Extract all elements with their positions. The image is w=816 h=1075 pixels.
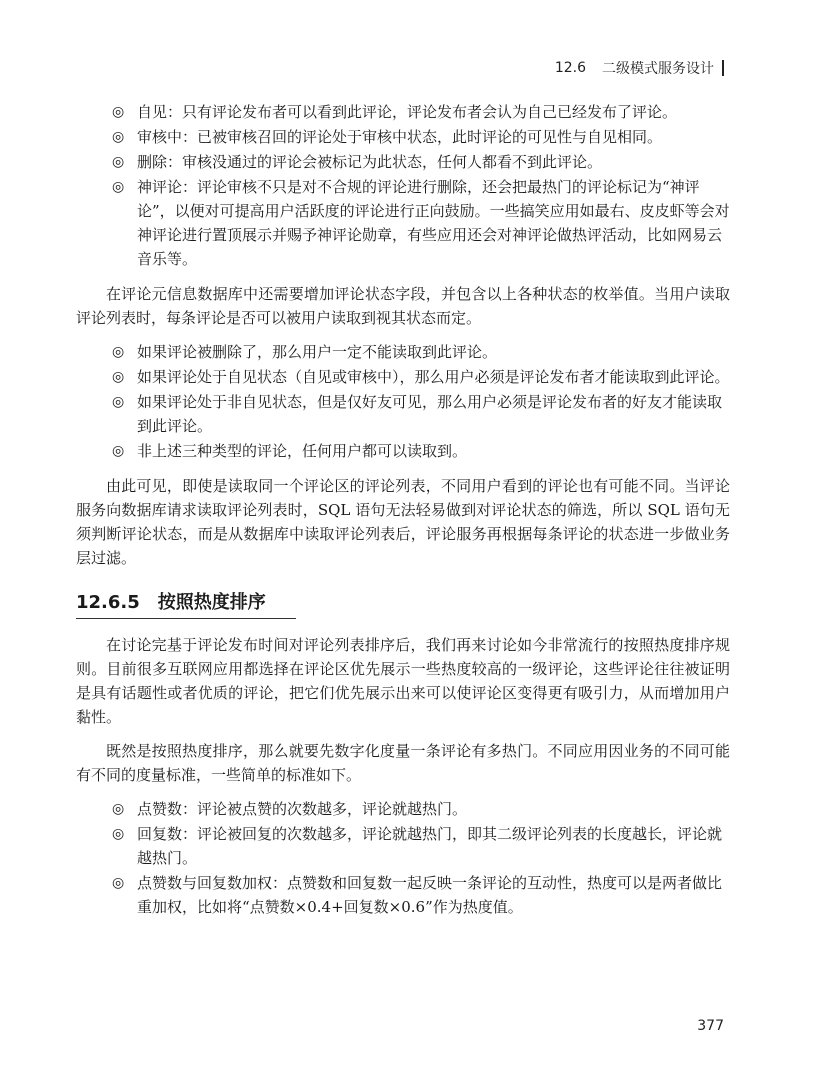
list-item-text: 审核中：已被审核召回的评论处于审核中状态，此时评论的可见性与自见相同。: [137, 128, 663, 146]
bullet-mark: ◎: [112, 104, 125, 120]
bullet-mark: ◎: [112, 129, 125, 145]
list-item-text: 非上述三种类型的评论，任何用户都可以读取到。: [137, 442, 468, 460]
list-item: [76, 439, 730, 463]
section-number: 12.6.5: [76, 592, 140, 613]
section-title: 按照热度排序: [157, 592, 266, 613]
list-item: [76, 365, 730, 389]
bullet-mark: ◎: [112, 394, 125, 410]
list-item: [76, 797, 730, 821]
list-item: [76, 150, 730, 174]
list-item: [76, 390, 730, 438]
list-item-text: 如果评论处于自见状态（自见或审核中），那么用户必须是评论发布者才能读取到此评论。: [137, 368, 730, 386]
list-item: [76, 125, 730, 149]
bullet-mark: ◎: [112, 154, 125, 170]
visibility-rules-list: [76, 340, 730, 463]
paragraph-metrics: 既然是按照热度排序，那么就要先数字化度量一条评论有多热门。不同应用因业务的不同可能有不同的度量标准，一些简单的标准如下。: [76, 742, 730, 784]
paragraph-filter: 由此可见，即使是读取同一个评论区的评论列表，不同用户看到的评论也有可能不同。当评论服务向数据库请求读取评论列表时，SQL 语句无法轻易做到对评论状态的筛选，所以 SQL 语句无须判断评论状态，而是从数据库中读取评论列表后，评论服务再根据每条评论的状态进一步做业务层过滤。: [76, 477, 730, 567]
bullet-mark: ◎: [112, 369, 125, 385]
bullet-mark: ◎: [112, 801, 125, 817]
page-number: 377: [697, 1018, 724, 1034]
bullet-mark: ◎: [112, 443, 125, 459]
list-item: [76, 822, 730, 870]
list-item-text: 删除：审核没通过的评论会被标记为此状态，任何人都看不到此评论。: [137, 153, 603, 171]
header-rule: [722, 60, 724, 76]
paragraph-intro: 在讨论完基于评论发布时间对评论列表排序后，我们再来讨论如今非常流行的按照热度排序规则。目前很多互联网应用都选择在评论区优先展示一些热度较高的一级评论，这些评论往往被证明是具有话题性或者优质的评论，把它们优先展示出来可以使评论区变得更有吸引力，从而增加用户黏性。: [76, 636, 730, 726]
list-item-text: 回复数：评论被回复的次数越多，评论就越热门，即其二级评论列表的长度越长，评论就越热门。: [137, 825, 723, 867]
section-heading: [76, 588, 296, 619]
heat-metrics-list: [76, 797, 730, 919]
header-section-title: 二级模式服务设计: [602, 61, 714, 77]
bullet-mark: ◎: [112, 179, 125, 195]
page-body: [76, 100, 730, 920]
bullet-mark: ◎: [112, 344, 125, 360]
list-item: [76, 340, 730, 364]
bullet-mark: ◎: [112, 826, 125, 842]
list-item-text: 点赞数：评论被点赞的次数越多，评论就越热门。: [137, 800, 468, 818]
header-section-number: 12.6: [554, 60, 586, 76]
list-item: [76, 175, 730, 271]
list-item-text: 点赞数与回复数加权：点赞数和回复数一起反映一条评论的互动性，热度可以是两者做比重加权，比如将“点赞数×0.4+回复数×0.6”作为热度值。: [137, 874, 723, 916]
list-item-text: 如果评论被删除了，那么用户一定不能读取到此评论。: [137, 343, 498, 361]
comment-status-list: [76, 100, 730, 271]
list-item-text: 如果评论处于非自见状态，但是仅好友可见，那么用户必须是评论发布者的好友才能读取到此评论。: [137, 393, 723, 435]
running-header: [555, 58, 724, 78]
paragraph-status-field: 在评论元信息数据库中还需要增加评论状态字段，并包含以上各种状态的枚举值。当用户读取评论列表时，每条评论是否可以被用户读取到视其状态而定。: [76, 285, 730, 327]
bullet-mark: ◎: [112, 875, 125, 891]
list-item-text: 自见：只有评论发布者可以看到此评论，评论发布者会认为自己已经发布了评论。: [137, 103, 678, 121]
list-item: [76, 871, 730, 919]
list-item: [76, 100, 730, 124]
list-item-text: 神评论：评论审核不只是对不合规的评论进行删除，还会把最热门的评论标记为“神评论”，以便对可提高用户活跃度的评论进行正向鼓励。一些搞笑应用如最右、皮皮虾等会对神评论进行置顶展示并赐予神评论勋章，有些应用还会对神评论做热评活动，比如网易云音乐等。: [137, 178, 730, 268]
